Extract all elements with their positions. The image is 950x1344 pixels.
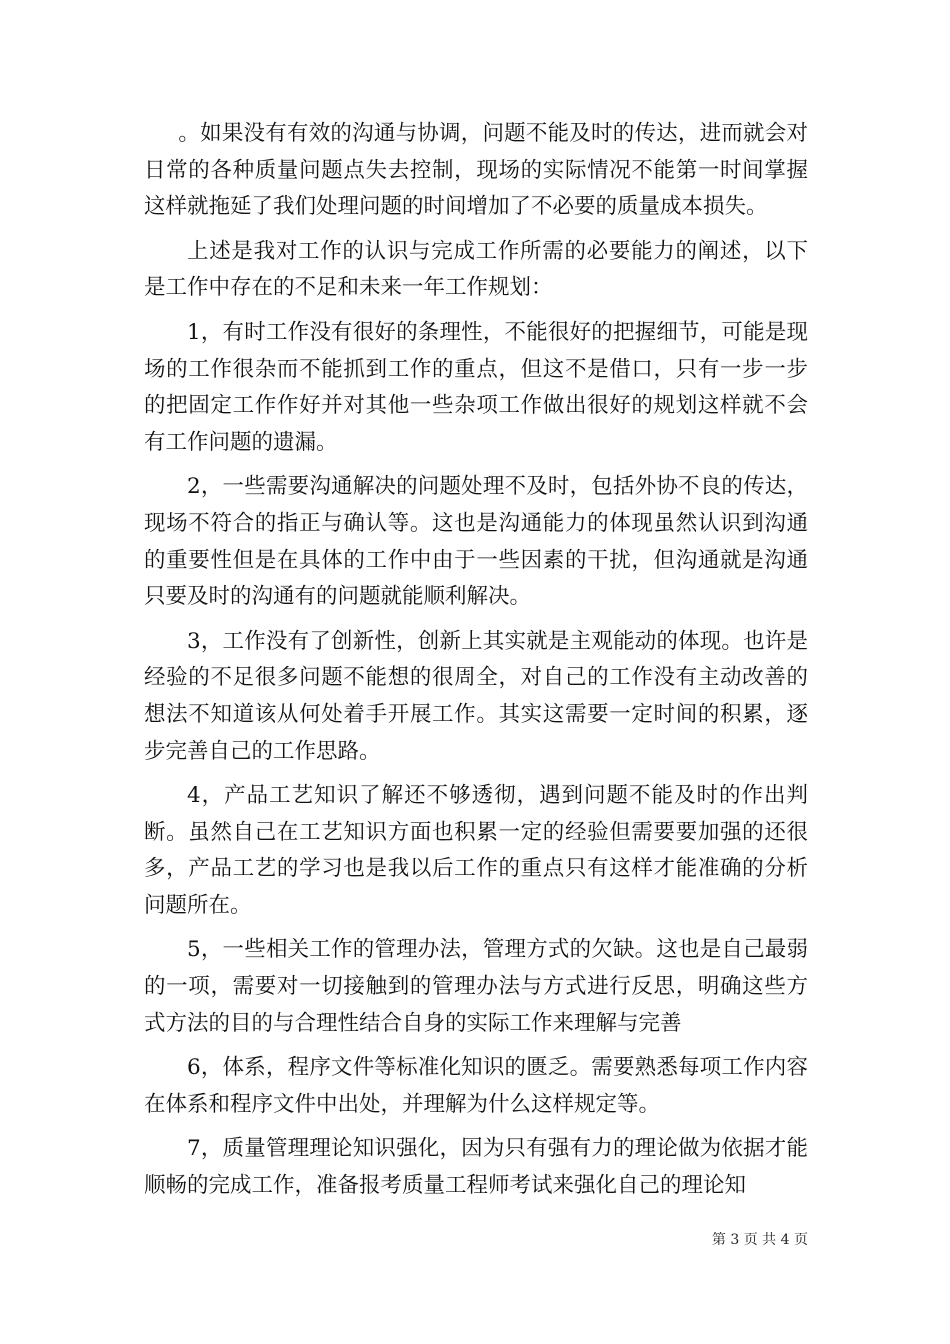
paragraph-9: 7，质量管理理论知识强化，因为只有强有力的理论做为依据才能顺畅的完成工作，准备报考质量工程师考试来强化自己的理论知 [144,1136,808,1199]
paragraph-1: 。如果没有有效的沟通与协调，问题不能及时的传达，进而就会对日常的各种质量问题点失去控制，现场的实际情况不能第一时间掌握这样就拖延了我们处理问题的时间增加了不必要的质量成本损失。 [144,121,808,220]
document-body [144,116,808,1213]
page-number: 第 3 页 共 4 页 [711,1232,808,1248]
paragraph-8: 6，体系，程序文件等标准化知识的匮乏。需要熟悉每项工作内容在体系和程序文件中出处，并理解为什么这样规定等。 [144,1055,808,1117]
paragraph-5: 3，工作没有了创新性，创新上其实就是主观能动的体现。也许是经验的不足很多问题不能想的很周全，对自己的工作没有主动改善的想法不知道该从何处着手开展工作。其实这需要一定时间的积累，逐步完善自己的工作思路。 [144,628,808,764]
paragraph-6: 4，产品工艺知识了解还不够透彻，遇到问题不能及时的作出判断。虽然自己在工艺知识方面也积累一定的经验但需要要加强的还很多，产品工艺的学习也是我以后工作的重点只有这样才能准确的分析问题所在。 [144,783,808,918]
paragraph-3: 1，有时工作没有很好的条理性，不能很好的把握细节，可能是现场的工作很杂而不能抓到工作的重点，但这不是借口，只有一步一步的把固定工作作好并对其他一些杂项工作做出很好的规划这样就不会有工作问题的遗漏。 [144,319,808,455]
paragraph-7: 5，一些相关工作的管理办法，管理方式的欠缺。这也是自己最弱的一项，需要对一切接触到的管理办法与方式进行反思，明确这些方式方法的目的与合理性结合自身的实际工作来理解与完善 [144,937,808,1036]
paragraph-2: 上述是我对工作的认识与完成工作所需的必要能力的阐述，以下是工作中存在的不足和未来一年工作规划： [144,238,808,301]
paragraph-4: 2，一些需要沟通解决的问题处理不及时，包括外协不良的传达，现场不符合的指正与确认等。这也是沟通能力的体现虽然认识到沟通的重要性但是在具体的工作中由于一些因素的干扰，但沟通就是沟通只要及时的沟通有的问题就能顺利解决。 [144,474,808,610]
